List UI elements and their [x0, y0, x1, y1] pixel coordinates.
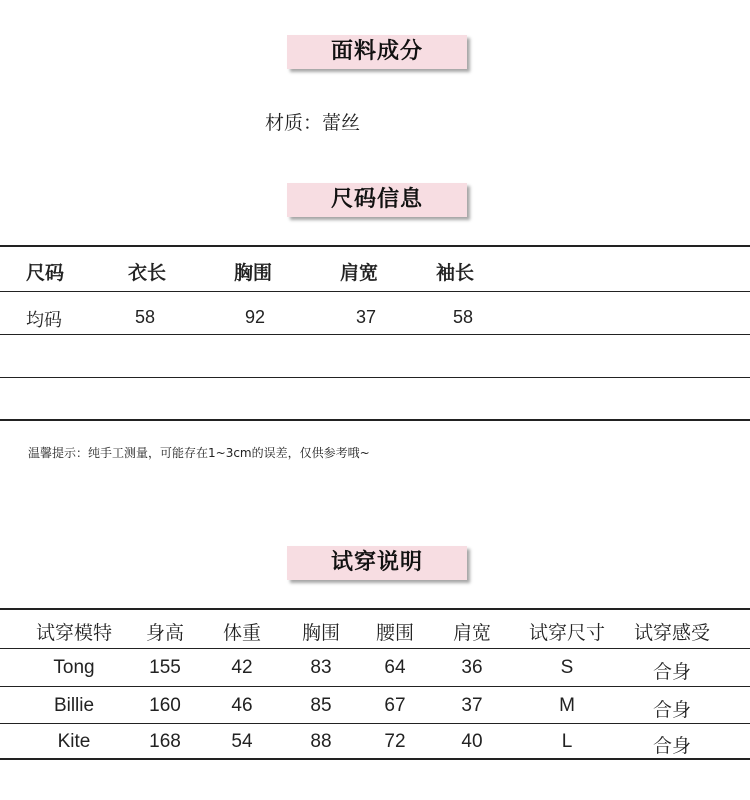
tryon-cell-size: S	[560, 657, 574, 678]
size-header-size: 尺码	[26, 262, 65, 284]
tryon-header-model: 试穿模特	[35, 622, 113, 644]
size-cell-sleeve: 58	[453, 307, 474, 327]
tryon-table-top-border	[0, 608, 750, 610]
tryon-header-fit: 试穿感受	[633, 622, 711, 644]
tryon-cell-model: Tong	[53, 657, 95, 678]
tryon-cell-fit: 合身	[652, 735, 692, 757]
tryon-cell-size: L	[561, 731, 573, 752]
tryon-cell-bust: 88	[310, 731, 332, 752]
tryon-cell-fit: 合身	[652, 699, 692, 721]
tryon-cell-fit: 合身	[652, 661, 692, 683]
tryon-cell-model: Billie	[53, 695, 95, 716]
size-header-length: 衣长	[128, 262, 167, 284]
tryon-cell-weight: 42	[231, 657, 253, 678]
size-cell-bust: 92	[245, 307, 266, 327]
size-table-divider	[0, 291, 750, 292]
tryon-cell-size: M	[559, 695, 575, 716]
tryon-table-divider	[0, 723, 750, 724]
tryon-cell-weight: 46	[231, 695, 253, 716]
tryon-cell-bust: 85	[310, 695, 332, 716]
tryon-cell-waist: 64	[384, 657, 406, 678]
tryon-header-size: 试穿尺寸	[528, 622, 606, 644]
size-section-title: 尺码信息	[287, 183, 467, 217]
size-header-sleeve: 袖长	[436, 262, 475, 284]
size-header-bust: 胸围	[234, 262, 273, 284]
tryon-cell-model: Kite	[57, 731, 91, 752]
tryon-cell-shoulder: 36	[461, 657, 483, 678]
size-cell-length: 58	[135, 307, 156, 327]
size-table-bottom-border	[0, 419, 750, 421]
material-text: 材质：蕾丝	[265, 112, 361, 134]
tryon-table-bottom-border	[0, 758, 750, 760]
size-table-top-border	[0, 245, 750, 247]
tryon-header-waist: 腰围	[375, 622, 415, 644]
tryon-table-divider	[0, 648, 750, 649]
size-table-divider	[0, 334, 750, 335]
tryon-header-weight: 体重	[222, 622, 262, 644]
tryon-header-bust: 胸围	[301, 622, 341, 644]
tryon-cell-waist: 72	[384, 731, 406, 752]
tryon-table-divider	[0, 686, 750, 687]
measurement-note: 温馨提示：纯手工测量，可能存在1~3cm的误差，仅供参考哦~	[28, 446, 370, 460]
tryon-cell-bust: 83	[310, 657, 332, 678]
tryon-cell-height: 160	[149, 695, 181, 716]
size-cell-size: 均码	[26, 310, 62, 331]
tryon-cell-height: 155	[149, 657, 181, 678]
tryon-cell-height: 168	[149, 731, 181, 752]
tryon-header-shoulder: 肩宽	[452, 622, 492, 644]
tryon-cell-waist: 67	[384, 695, 406, 716]
size-table-divider	[0, 377, 750, 378]
size-header-shoulder: 肩宽	[340, 262, 379, 284]
size-cell-shoulder: 37	[356, 307, 377, 327]
fabric-section-title: 面料成分	[287, 35, 467, 69]
tryon-header-height: 身高	[145, 622, 185, 644]
tryon-section-title: 试穿说明	[287, 546, 467, 580]
tryon-cell-shoulder: 37	[461, 695, 483, 716]
tryon-cell-shoulder: 40	[461, 731, 483, 752]
tryon-cell-weight: 54	[231, 731, 253, 752]
